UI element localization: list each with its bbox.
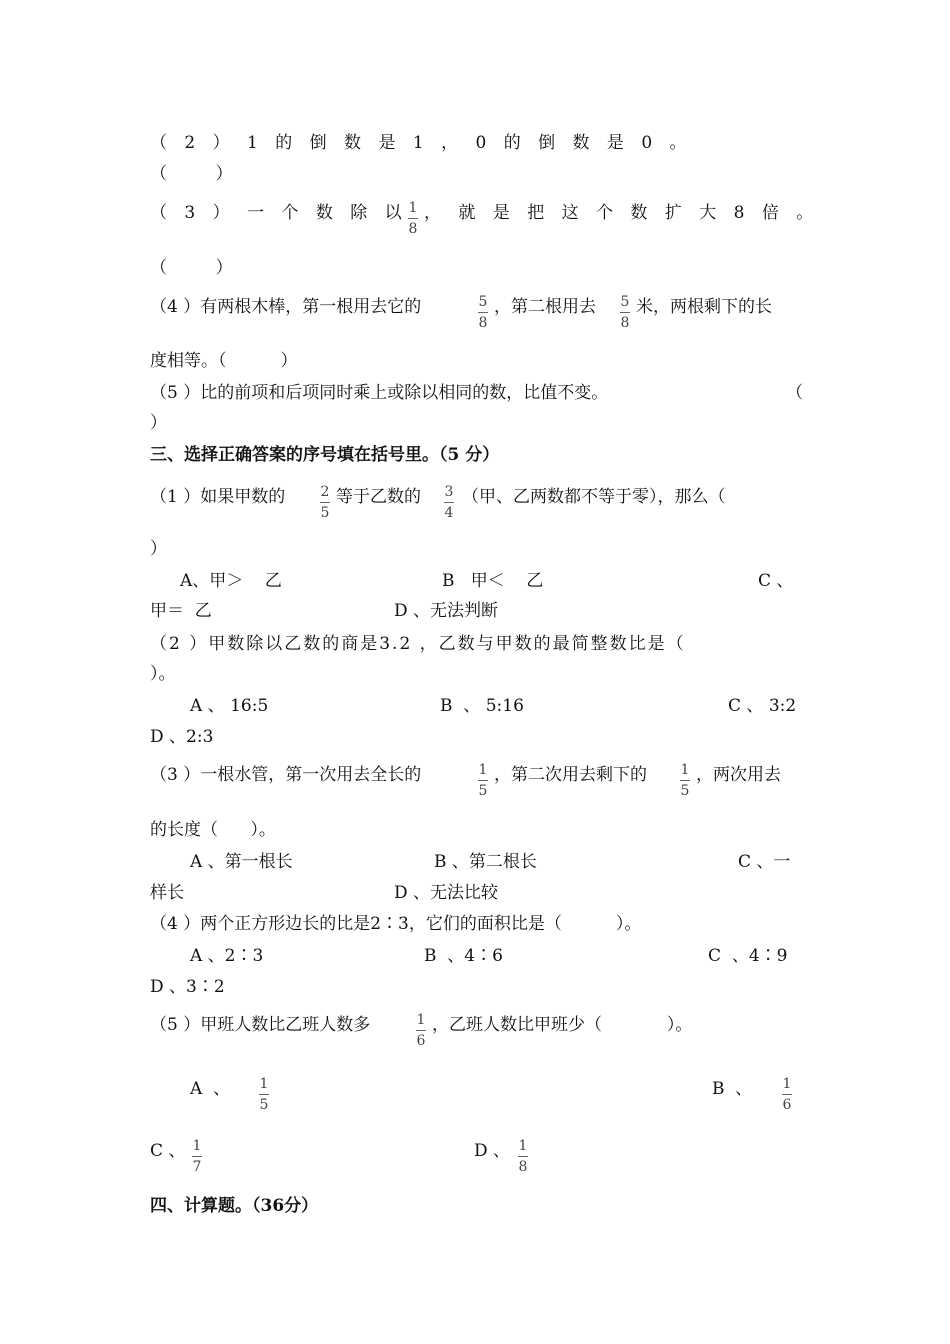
q3-3-text-a: （3 ）一根水管，第一次用去全长的	[150, 765, 422, 785]
q2-3-text-b: ， 就 是 把 这 个 数 扩 大 8 倍 。	[424, 203, 820, 223]
q2-3-fraction: 1 8	[408, 200, 418, 237]
q3-5-option-a[interactable]: A 、	[190, 1079, 231, 1099]
q3-3-text-c: ，两次用去	[696, 765, 781, 785]
q3-1-fraction-1: 2 5	[320, 484, 330, 521]
q3-1-text-b: 等于乙数的	[336, 487, 421, 507]
q2-3-answer-blank[interactable]: （ ）	[150, 258, 233, 278]
q3-1-fraction-2: 3 4	[444, 484, 454, 521]
q3-3-fraction-2: 1 5	[680, 762, 690, 799]
q3-2-text-end[interactable]: ）。	[150, 664, 176, 684]
q2-3-text-a: （ 3 ） 一 个 数 除 以	[150, 203, 408, 223]
q3-5-text-a: （5 ）甲班人数比乙班人数多	[150, 1015, 371, 1035]
q3-3-option-d[interactable]: D 、无法比较	[394, 883, 499, 903]
q3-1-option-b[interactable]: B 甲＜ 乙	[442, 571, 544, 591]
q2-2-answer-blank[interactable]: （ ）	[150, 164, 233, 184]
q3-1-text-a: （1 ）如果甲数的	[150, 487, 286, 507]
q3-4-option-b[interactable]: B 、4∶6	[424, 946, 503, 966]
q3-5-text-b: ，乙班人数比甲班少（ ）。	[432, 1015, 693, 1035]
q3-5-option-c[interactable]: C 、	[150, 1141, 186, 1161]
q3-4-option-a[interactable]: A 、2∶3	[190, 946, 264, 966]
q3-1-option-a[interactable]: A、甲＞ 乙	[180, 571, 282, 591]
q2-5-blank-close[interactable]: ）	[150, 413, 167, 433]
q3-5-option-c-fraction: 1 7	[192, 1138, 202, 1175]
q3-4-text: （4 ）两个正方形边长的比是2∶3，它们的面积比是（ ）。	[150, 914, 642, 934]
q3-2-text: （2 ）甲数除以乙数的商是3.2 ，乙数与甲数的最简整数比是（	[150, 634, 686, 654]
q3-5-option-d-fraction: 1 8	[518, 1138, 528, 1175]
q3-5-option-a-fraction: 1 5	[259, 1076, 269, 1113]
q3-3-text-d[interactable]: 的长度（ ）。	[150, 820, 276, 840]
q2-4-fraction-1: 5 8	[478, 294, 488, 331]
q2-5-text: （5 ）比的前项和后项同时乘上或除以相同的数，比值不变。	[150, 383, 609, 403]
q3-3-option-a[interactable]: A 、第一根长	[190, 852, 293, 872]
q3-5-option-d[interactable]: D 、	[474, 1141, 511, 1161]
q2-4-text-c: 米，两根剩下的长	[636, 297, 772, 317]
q2-4-text-b: ，第二根用去	[494, 297, 596, 317]
q2-2-text: （ 2 ） 1 的 倒 数 是 1 ， 0 的 倒 数 是 0 。	[150, 133, 693, 153]
q3-3-option-c-text: 样长	[150, 883, 184, 903]
section-4-heading: 四、计算题。（36分）	[150, 1196, 319, 1216]
q3-1-text-d[interactable]: ）	[150, 539, 167, 559]
q3-1-option-c[interactable]: C 、	[758, 571, 794, 591]
q3-3-option-c[interactable]: C 、一	[738, 852, 791, 872]
q2-4-text-a: （4 ）有两根木棒，第一根用去它的	[150, 297, 422, 317]
q3-5-option-b[interactable]: B 、	[712, 1079, 753, 1099]
q3-3-text-b: ，第二次用去剩下的	[494, 765, 647, 785]
q3-2-option-c[interactable]: C 、 3:2	[728, 696, 797, 716]
q3-5-option-b-fraction: 1 6	[782, 1076, 792, 1113]
q3-1-text-c: （甲、乙两数都不等于零），那么（	[462, 487, 726, 507]
q2-5-blank-open[interactable]: （	[786, 383, 803, 403]
q2-4-fraction-2: 5 8	[620, 294, 630, 331]
q3-4-option-c[interactable]: C 、4∶9	[708, 946, 788, 966]
q3-2-option-d[interactable]: D 、2:3	[150, 727, 214, 747]
q3-2-option-a[interactable]: A 、 16:5	[190, 696, 269, 716]
q3-5-fraction: 1 6	[416, 1012, 426, 1049]
q3-1-option-c-text: 甲＝ 乙	[150, 601, 212, 621]
q3-1-option-d[interactable]: D 、无法判断	[394, 601, 499, 621]
section-3-heading: 三、选择正确答案的序号填在括号里。（5 分）	[150, 445, 500, 465]
q3-4-option-d[interactable]: D 、3∶2	[150, 977, 225, 997]
q3-3-option-b[interactable]: B 、第二根长	[434, 852, 537, 872]
q2-4-text-d[interactable]: 度相等。（ ）	[150, 351, 298, 371]
q3-2-option-b[interactable]: B 、 5:16	[440, 696, 524, 716]
q3-3-fraction-1: 1 5	[478, 762, 488, 799]
